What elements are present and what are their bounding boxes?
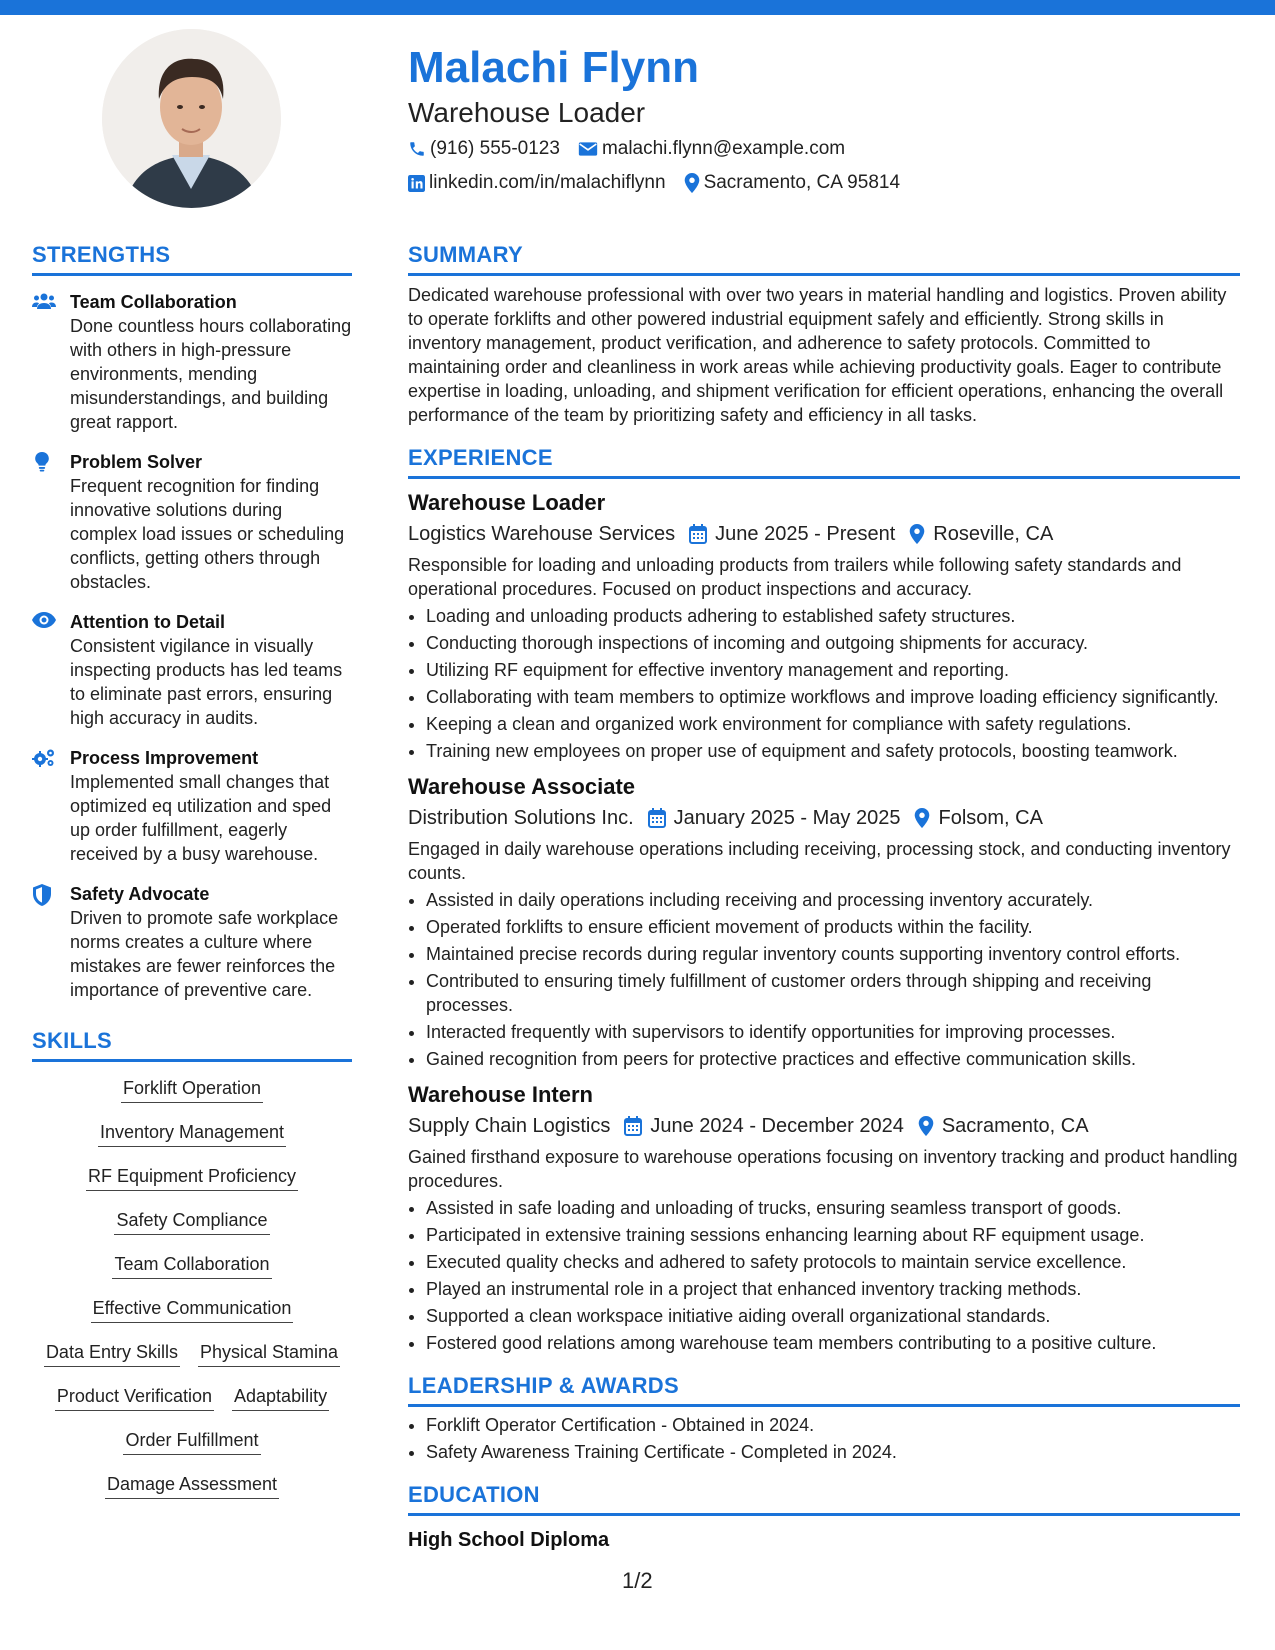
job-title: Warehouse Associate <box>408 774 636 799</box>
section-divider <box>408 1404 1240 1407</box>
phone-text: (916) 555-0123 <box>430 138 560 159</box>
list-item: • Gained recognition from peers for protective practices and effective communication skills. <box>426 1047 1240 1071</box>
list-item: • Executed quality checks and adhered to safety protocols to maintain service excellence. <box>426 1250 1240 1274</box>
list-item: • Supported a clean workspace initiative aiding overall organizational standards. <box>426 1304 1240 1328</box>
email-contact[interactable] <box>578 138 845 160</box>
skill-tag: RF Equipment Proficiency <box>86 1164 298 1191</box>
strength-title: Team Collaboration <box>70 292 237 312</box>
calendar-icon <box>689 524 707 544</box>
list-item: • Maintained precise records during regular inventory counts supporting inventory control efforts. <box>426 942 1240 966</box>
job-entry <box>408 1081 1240 1355</box>
skill-tag: Order Fulfillment <box>123 1428 260 1455</box>
skills-row <box>32 1296 352 1323</box>
lightbulb-icon <box>32 450 70 594</box>
job-meta <box>408 1111 1240 1141</box>
strength-description: Driven to promote safe workplace norms creates a culture where mistakes are fewer reinforces the importance of preventive care. <box>70 908 339 1000</box>
skill-tag: Inventory Management <box>98 1120 286 1147</box>
location-contact <box>684 172 900 194</box>
map-pin-icon <box>918 1116 934 1136</box>
list-item: • Forklift Operator Certification - Obtained in 2024. <box>426 1413 1240 1437</box>
section-divider <box>408 273 1240 276</box>
experience-heading: EXPERIENCE <box>408 445 553 470</box>
list-item: • Interacted frequently with supervisors to identify opportunities for improving processes. <box>426 1020 1240 1044</box>
job-dates: June 2025 - Present <box>715 523 896 545</box>
skills-heading: SKILLS <box>32 1028 113 1053</box>
skill-tag: Effective Communication <box>91 1296 294 1323</box>
list-item: • Safety Awareness Training Certificate - Completed in 2024. <box>426 1440 1240 1464</box>
skills-row <box>32 1164 352 1191</box>
section-divider <box>408 1513 1240 1516</box>
list-item: • Contributed to ensuring timely fulfillment of customer orders through shipping and receiving processes. <box>426 969 1240 1017</box>
summary-heading: SUMMARY <box>408 242 523 267</box>
job-location: Sacramento, CA <box>941 1115 1089 1137</box>
education-heading: EDUCATION <box>408 1482 540 1507</box>
strength-item <box>32 746 352 866</box>
skills-row <box>32 1340 352 1367</box>
email-text: malachi.flynn@example.com <box>601 138 846 159</box>
phone-contact[interactable] <box>408 138 560 160</box>
skills-list <box>32 1076 352 1499</box>
location-text: Sacramento, CA 95814 <box>703 172 901 193</box>
list-item: • Assisted in safe loading and unloading of trucks, ensuring seamless transport of goods. <box>426 1196 1240 1220</box>
strength-title: Attention to Detail <box>70 612 225 632</box>
summary-text: Dedicated warehouse professional with over two years in material handling and logistics. Proven ability to operate forklifts and other powered industrial equipment safely and efficiently. Strong skills in inventory management, product verification, and adherence to safety protocols. Committed to maintaining order and cleanliness in work areas while achieving productivity goals. Eager to contribute expertise in loading, unloading, and shipment verification for efficient operations, enhancing the overall performance of the team by prioritizing safety and efficiency in all tasks. <box>408 285 1227 425</box>
leadership-heading: LEADERSHIP & AWARDS <box>408 1373 679 1398</box>
linkedin-contact[interactable] <box>408 172 666 194</box>
job-description: Engaged in daily warehouse operations including receiving, processing stock, and conducting inventory counts. <box>408 839 1231 883</box>
candidate-title: Warehouse Loader <box>408 97 646 128</box>
left-column <box>32 240 352 1516</box>
calendar-icon <box>624 1116 642 1136</box>
strength-title: Process Improvement <box>70 748 259 768</box>
list-item: • Keeping a clean and organized work environment for compliance with safety regulations. <box>426 712 1240 736</box>
job-entry <box>408 773 1240 1071</box>
skill-tag: Damage Assessment <box>105 1472 279 1499</box>
job-bullets <box>408 1196 1240 1355</box>
section-divider <box>32 273 352 276</box>
strengths-list <box>32 290 352 1002</box>
skill-tag: Data Entry Skills <box>44 1340 180 1367</box>
right-column <box>408 240 1240 1554</box>
strength-description: Implemented small changes that optimized eq utilization and sped up order fulfillment, eagerly received by a busy warehouse. <box>70 772 332 864</box>
linkedin-icon <box>408 175 425 192</box>
strength-description: Frequent recognition for finding innovative solutions during complex load issues or scheduling conflicts, getting others through obstacles. <box>70 476 345 592</box>
phone-icon <box>408 140 426 158</box>
strength-item <box>32 290 352 434</box>
job-meta <box>408 519 1240 549</box>
job-description: Gained firsthand exposure to warehouse operations focusing on inventory tracking and product handling procedures. <box>408 1147 1238 1191</box>
page-indicator: 1/2 <box>622 1568 653 1593</box>
envelope-icon <box>578 141 598 157</box>
skills-row <box>32 1384 352 1411</box>
list-item: • Assisted in daily operations including receiving and processing inventory accurately. <box>426 888 1240 912</box>
candidate-name: Malachi Flynn <box>408 43 699 92</box>
skill-tag: Team Collaboration <box>112 1252 271 1279</box>
skill-tag: Forklift Operation <box>121 1076 263 1103</box>
job-title: Warehouse Intern <box>408 1082 593 1107</box>
profile-photo <box>102 29 281 208</box>
avatar <box>102 29 281 208</box>
strength-title: Safety Advocate <box>70 884 210 904</box>
job-meta <box>408 803 1240 833</box>
skills-row <box>32 1252 352 1279</box>
map-pin-icon <box>914 808 930 828</box>
shield-icon <box>32 882 70 1002</box>
job-location: Roseville, CA <box>933 523 1054 545</box>
section-divider <box>408 476 1240 479</box>
resume-header <box>408 40 1248 198</box>
company-name: Supply Chain Logistics <box>408 1115 611 1137</box>
users-icon <box>32 290 70 434</box>
strength-item <box>32 882 352 1002</box>
company-name: Logistics Warehouse Services <box>408 523 676 545</box>
list-item: • Fostered good relations among warehouse team members contributing to a positive culture. <box>426 1331 1240 1355</box>
linkedin-text: linkedin.com/in/malachiflynn <box>429 172 666 193</box>
skills-row <box>32 1472 352 1499</box>
strength-description: Done countless hours collaborating with others in high-pressure environments, mending misunderstandings, and building great rapport. <box>70 316 352 432</box>
skills-row <box>32 1076 352 1103</box>
skill-tag: Physical Stamina <box>198 1340 340 1367</box>
gears-icon <box>32 746 70 866</box>
list-item: • Training new employees on proper use of equipment and safety protocols, boosting teamwork. <box>426 739 1240 763</box>
skill-tag: Adaptability <box>232 1384 329 1411</box>
skills-row <box>32 1428 352 1455</box>
job-dates: June 2024 - December 2024 <box>650 1115 904 1137</box>
list-item: • Conducting thorough inspections of incoming and outgoing shipments for accuracy. <box>426 631 1240 655</box>
map-pin-icon <box>909 524 925 544</box>
job-bullets <box>408 888 1240 1071</box>
job-entry <box>408 489 1240 763</box>
list-item: • Loading and unloading products adhering to established safety structures. <box>426 604 1240 628</box>
eye-icon <box>32 610 70 730</box>
list-item: • Collaborating with team members to optimize workflows and improve loading efficiency significantly. <box>426 685 1240 709</box>
job-bullets <box>408 604 1240 763</box>
list-item: • Operated forklifts to ensure efficient movement of products within the facility. <box>426 915 1240 939</box>
skills-row <box>32 1120 352 1147</box>
skill-tag: Product Verification <box>55 1384 214 1411</box>
strength-item <box>32 450 352 594</box>
job-title: Warehouse Loader <box>408 490 606 515</box>
strength-description: Consistent vigilance in visually inspecting products has led teams to eliminate past errors, ensuring high accuracy in audits. <box>70 636 343 728</box>
top-accent-bar <box>0 0 1275 15</box>
skills-row <box>32 1208 352 1235</box>
list-item: • Played an instrumental role in a project that enhanced inventory tracking methods. <box>426 1277 1240 1301</box>
strength-title: Problem Solver <box>70 452 203 472</box>
map-pin-icon <box>684 173 700 193</box>
company-name: Distribution Solutions Inc. <box>408 807 634 829</box>
leadership-list <box>408 1413 1240 1464</box>
calendar-icon <box>648 808 666 828</box>
education-degree: High School Diploma <box>408 1529 610 1551</box>
skill-tag: Safety Compliance <box>114 1208 269 1235</box>
job-location: Folsom, CA <box>938 807 1043 829</box>
strength-item <box>32 610 352 730</box>
contact-row-1 <box>408 134 1248 164</box>
list-item: • Participated in extensive training sessions enhancing learning about RF equipment usage. <box>426 1223 1240 1247</box>
list-item: • Utilizing RF equipment for effective inventory management and reporting. <box>426 658 1240 682</box>
strengths-heading: STRENGTHS <box>32 242 171 267</box>
job-description: Responsible for loading and unloading products from trailers while following safety standards and operational procedures. Focused on product inspections and accuracy. <box>408 555 1182 599</box>
section-divider <box>32 1059 352 1062</box>
contact-row-2 <box>408 168 1248 198</box>
job-dates: January 2025 - May 2025 <box>673 807 901 829</box>
